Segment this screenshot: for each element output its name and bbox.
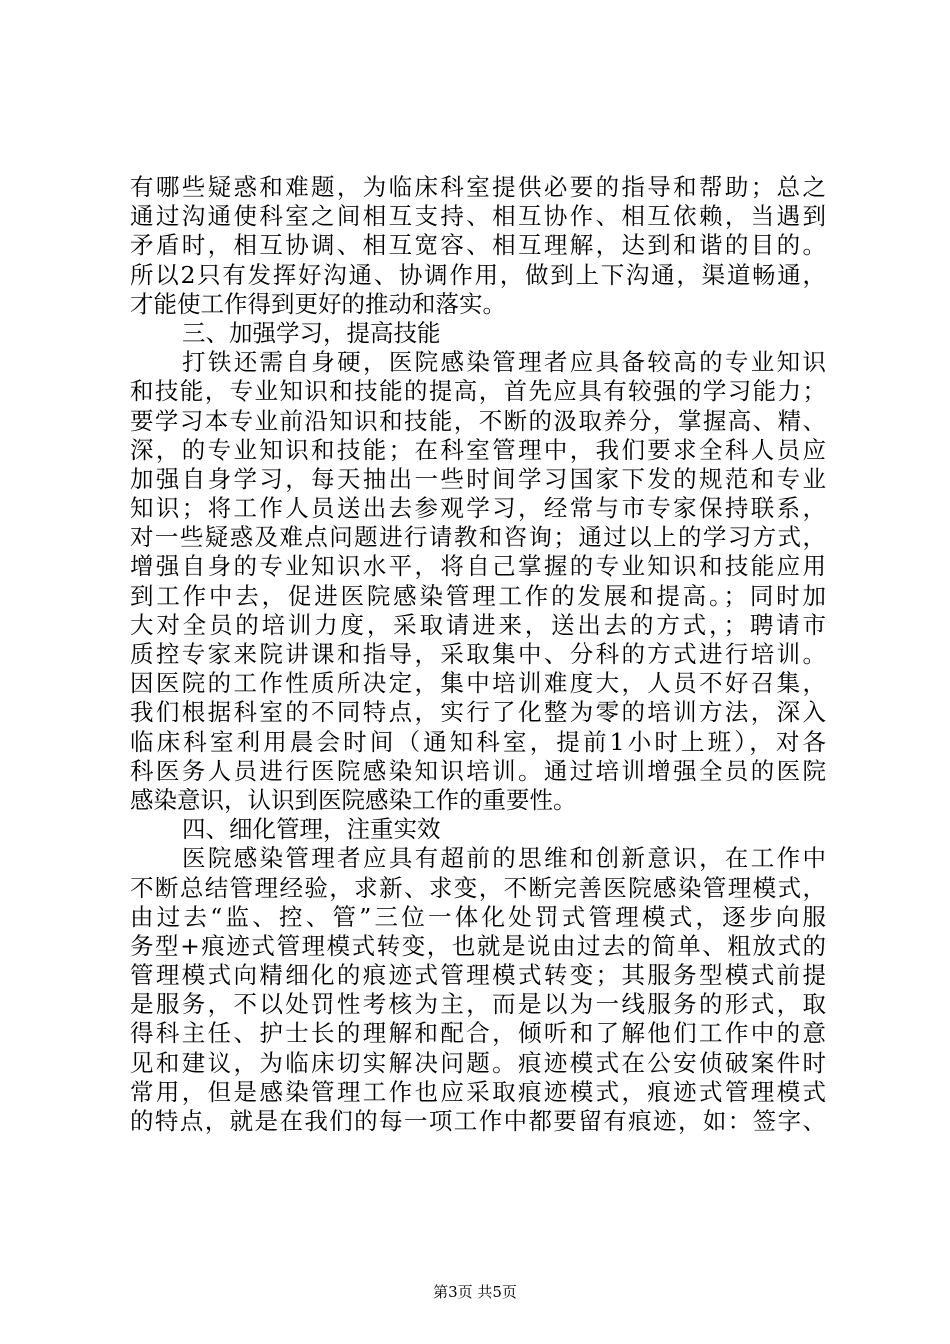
text-line: 管理模式向精细化的痕迹式管理模式转变；其服务型模式前提 [130,961,826,990]
text-line: 对一些疑惑及难点问题进行请教和咨询；通过以上的学习方式， [130,523,826,552]
text-line: 加强自身学习，每天抽出一些时间学习国家下发的规范和专业 [130,464,826,493]
text-line: 不断总结管理经验，求新、求变，不断完善医院感染管理模式， [130,873,826,902]
text-line: 医院感染管理者应具有超前的思维和创新意识，在工作中 [182,844,826,873]
text-line: 感染意识，认识到医院感染工作的重要性。 [130,785,577,814]
section-heading: 三、加强学习，提高技能 [182,318,441,347]
text-line: 科医务人员进行医院感染知识培训。通过培训增强全员的医院 [130,756,826,785]
text-line: 通过沟通使科室之间相互支持、相互协作、相互依赖，当遇到 [130,202,826,231]
text-line: 得科主任、护士长的理解和配合，倾听和了解他们工作中的意 [130,1019,826,1048]
text-line: 常用，但是感染管理工作也应采取痕迹模式，痕迹式管理模式 [130,1077,826,1106]
text-line: 深，的专业知识和技能；在科室管理中，我们要求全科人员应 [130,435,826,464]
text-line: 有哪些疑惑和难题，为临床科室提供必要的指导和帮助；总之 [130,173,826,201]
text-line: 是服务，不以处罚性考核为主，而是以为一线服务的形式，取 [130,990,826,1019]
page-footer: 第3页 共5页 [433,1283,517,1301]
text-line: 到工作中去，促进医院感染管理工作的发展和提高。；同时加 [130,581,826,610]
text-line: 务型+痕迹式管理模式转变，也就是说由过去的简单、粗放式的 [130,931,826,960]
text-line: 因医院的工作性质所决定，集中培训难度大，人员不好召集， [130,669,826,698]
text-line: 我们根据科室的不同特点，实行了化整为零的培训方法，深入 [130,698,826,727]
text-line: 所以2只有发挥好沟通、协调作用，做到上下沟通，渠道畅通， [130,260,826,289]
text-line: 的特点，就是在我们的每一项工作中都要留有痕迹，如：签字、 [130,1107,826,1135]
section-heading: 四、细化管理，注重实效 [182,815,441,844]
text-line: 大对全员的培训力度，采取请进来，送出去的方式，；聘请市 [130,610,826,639]
text-line: 知识；将工作人员送出去参观学习，经常与市专家保持联系， [130,494,826,523]
text-line: 由过去“监、控、管”三位一体化处罚式管理模式，逐步向服 [130,902,826,931]
text-line: 打铁还需自身硬，医院感染管理者应具备较高的专业知识 [182,348,826,377]
text-line: 和技能，专业知识和技能的提高，首先应具有较强的学习能力； [130,377,826,406]
text-line: 才能使工作得到更好的推动和落实。 [130,289,506,318]
text-line: 临床科室利用晨会时间（通知科室，提前1小时上班），对各 [130,727,826,756]
text-line: 矛盾时，相互协调、相互宽容、相互理解，达到和谐的目的。 [130,231,826,260]
text-line: 要学习本专业前沿知识和技能，不断的汲取养分，掌握高、精、 [130,406,826,435]
body-text [130,173,826,1136]
text-line: 质控专家来院讲课和指导，采取集中、分科的方式进行培训。 [130,640,826,668]
text-line: 增强自身的专业知识水平，将自己掌握的专业知识和技能应用 [130,552,826,581]
text-line: 见和建议，为临床切实解决问题。痕迹模式在公安侦破案件时 [130,1048,826,1077]
